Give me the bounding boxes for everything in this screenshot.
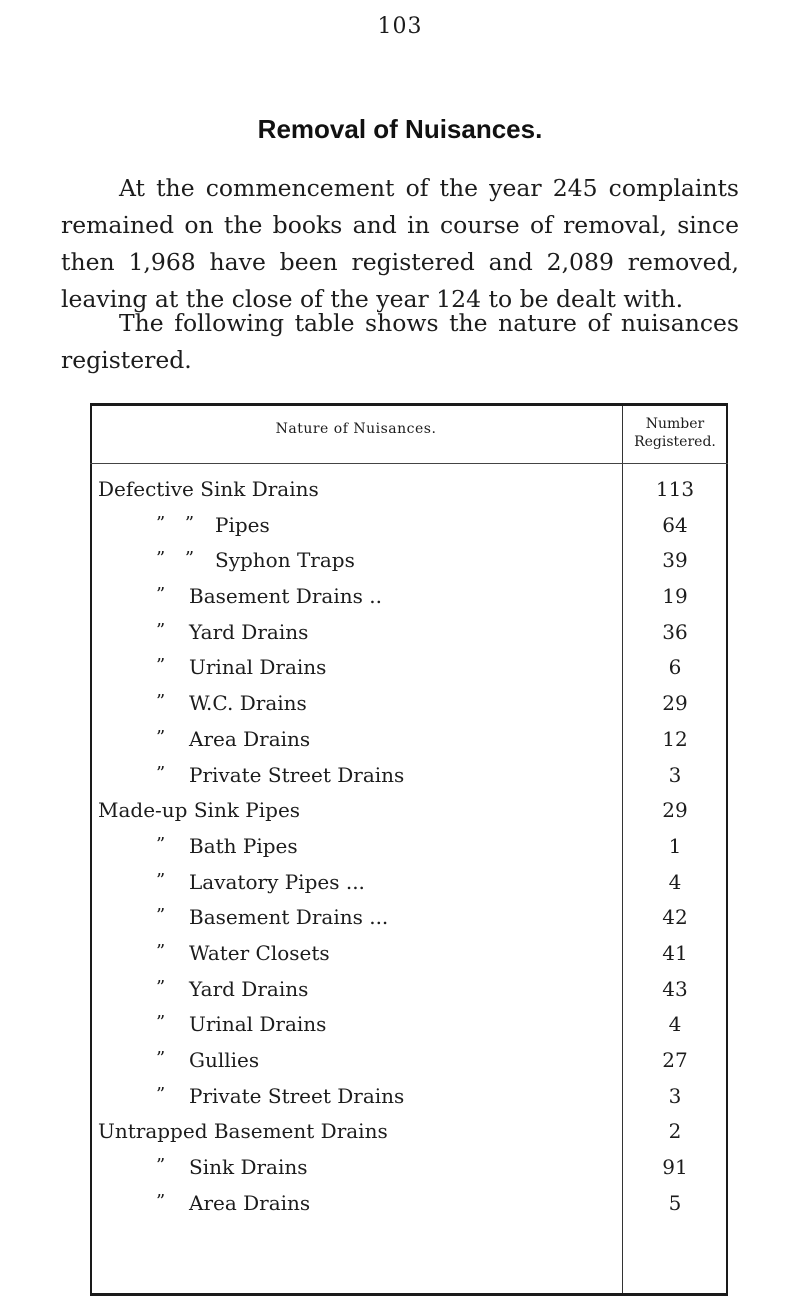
number-registered: 91 (662, 1155, 688, 1180)
table-row (90, 1185, 728, 1221)
table-intro-paragraph: The following table shows the nature of nuisances registered. (61, 309, 739, 374)
number-registered: 2 (668, 1119, 682, 1144)
table-top-rule (90, 403, 728, 406)
table-row (90, 971, 728, 1007)
ditto-mark: ” (156, 905, 166, 927)
number-registered: 29 (662, 798, 688, 823)
nuisance-label: Basement Drains ... (189, 905, 389, 930)
table-row (90, 614, 728, 650)
ditto-mark: ” (156, 762, 166, 784)
ditto-mark: ” (156, 655, 166, 677)
nuisance-label: Sink Drains (189, 1155, 308, 1180)
nuisance-label: Untrapped Basement Drains (98, 1119, 388, 1144)
number-registered: 5 (668, 1190, 682, 1215)
nuisance-label: Urinal Drains (189, 1012, 327, 1037)
table-header-rule (90, 463, 728, 464)
table-row (90, 828, 728, 864)
table-row (90, 542, 728, 578)
table-row (90, 864, 728, 900)
nuisance-label: Syphon Traps (215, 548, 355, 573)
table-row (90, 507, 728, 543)
ditto-mark: ” ” (156, 512, 195, 534)
ditto-mark: ” (156, 1083, 166, 1105)
number-registered: 4 (668, 1012, 682, 1037)
table-row (90, 1149, 728, 1185)
nuisance-label: Made-up Sink Pipes (98, 798, 301, 823)
ditto-mark: ” (156, 1155, 166, 1177)
ditto-mark: ” ” (156, 548, 195, 570)
number-registered: 64 (662, 512, 688, 537)
table-row (90, 899, 728, 935)
nuisance-label: Pipes (215, 512, 270, 537)
number-registered: 3 (668, 762, 682, 787)
section-heading: Removal of Nuisances. (257, 114, 543, 144)
table-row (90, 685, 728, 721)
number-registered: 19 (662, 584, 688, 609)
ditto-mark: ” (156, 584, 166, 606)
number-registered: 4 (668, 869, 682, 894)
nuisances-table (90, 403, 728, 1296)
table-row (90, 649, 728, 685)
table-row (90, 935, 728, 971)
table-body (90, 471, 728, 1220)
nuisance-label: Basement Drains .. (189, 584, 382, 609)
page-number: 103 (377, 14, 423, 39)
number-registered: 113 (655, 477, 695, 501)
nuisance-label: W.C. Drains (189, 691, 307, 716)
nuisance-label: Bath Pipes (189, 833, 298, 858)
table-row (90, 757, 728, 793)
ditto-mark: ” (156, 726, 166, 748)
ditto-mark: ” (156, 833, 166, 855)
number-registered: 12 (662, 726, 688, 751)
number-registered: 42 (662, 905, 688, 930)
nuisance-label: Water Closets (189, 940, 330, 965)
ditto-mark: ” (156, 940, 166, 962)
nuisance-label: Yard Drains (189, 619, 309, 644)
table-row (90, 471, 728, 507)
intro-paragraph: At the commencement of the year 245 complaints remained on the books and in course of removal, since then 1,968 have been registered and 2,089 removed, leaving at the close of the year 124 to be dealt with. (61, 174, 739, 313)
table-row (90, 721, 728, 757)
nuisance-label: Yard Drains (189, 976, 309, 1001)
number-registered: 43 (662, 976, 688, 1001)
table-bottom-rule (90, 1293, 728, 1296)
ditto-mark: ” (156, 691, 166, 713)
nuisance-label: Lavatory Pipes ... (189, 869, 365, 894)
nuisance-label: Area Drains (189, 726, 311, 751)
ditto-mark: ” (156, 976, 166, 998)
number-registered: 6 (668, 655, 682, 680)
number-registered: 39 (662, 548, 688, 573)
table-row (90, 1042, 728, 1078)
nuisance-label: Gullies (189, 1048, 260, 1072)
ditto-mark: ” (156, 1012, 166, 1034)
table-row (90, 1078, 728, 1114)
table-row (90, 578, 728, 614)
number-registered: 3 (668, 1083, 682, 1108)
ditto-mark: ” (156, 1048, 166, 1069)
column-header-nature: Nature of Nuisances. (275, 421, 437, 437)
number-registered: 41 (662, 940, 688, 965)
table-row (90, 1113, 728, 1149)
number-registered: 36 (662, 619, 688, 644)
nuisance-label: Private Street Drains (189, 1083, 405, 1108)
ditto-mark: ” (156, 1190, 166, 1212)
table-row (90, 792, 728, 828)
nuisance-label: Urinal Drains (189, 655, 327, 680)
number-registered: 29 (662, 691, 688, 716)
ditto-mark: ” (156, 619, 166, 641)
number-registered: 27 (662, 1048, 688, 1072)
nuisance-label: Defective Sink Drains (98, 477, 319, 501)
nuisance-label: Private Street Drains (189, 762, 405, 787)
nuisance-label: Area Drains (189, 1190, 311, 1215)
column-header-number: Number Registered. (634, 416, 716, 450)
number-registered: 1 (668, 833, 682, 858)
ditto-mark: ” (156, 869, 166, 891)
table-row (90, 1006, 728, 1042)
